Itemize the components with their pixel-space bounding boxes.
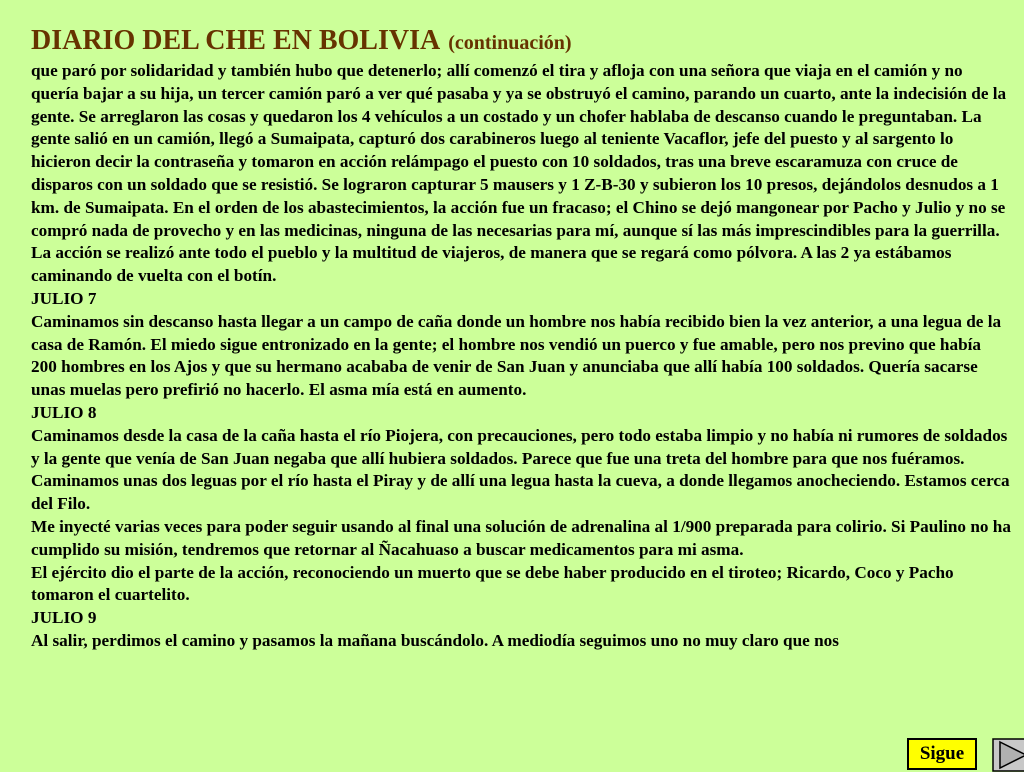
diary-paragraph: que paró por solidaridad y también hubo que detenerlo; allí comenzó el tira y afloja con una señora que viaja en el camión y no quería bajar a su hija, un tercer camión paró a ver qué pasaba y ya se obstruyó el camino, parando un cuarto, ante la indecisión de la gente. Se arreglaron las cosas y quedaron los 4 vehículos a un costado y un chofer hablaba de descanso cuando le preguntaban. La gente salió en un camión, llegó a Sumaipata, capturó dos carabineros luego al teniente Vacaflor, jefe del puesto y al sargento lo hicieron decir la contraseña y tomaron en acción relámpago el puesto con 10 soldados, tras una breve escaramuza con cruce de disparos con un soldado que se resistió. Se lograron capturar 5 mausers y 1 Z-B-30 y subieron los 10 presos, dejándolos desnudos a 1 km. de Sumaipata. En el orden de los abastecimientos, la acción fue un fracaso; el Chino se dejó mangonear por Pacho y Julio y no se compró nada de provecho y en las medicinas, ninguna de las necesarias para mí, aunque sí las más imprescindibles para la guerrilla. La acción se realizó ante todo el pueblo y la multitud de viajeros, de manera que se regará como pólvora. A las 2 ya estábamos caminando de vuelta con el botín. [31, 61, 1007, 286]
diary-date-heading: JULIO 9 [31, 608, 97, 628]
diary-paragraph: Me inyecté varias veces para poder seguir usando al final una solución de adrenalina al 1/900 preparada para colirio. Si Paulino no ha cumplido su misión, tendremos que retornar al Ñacahuaso a buscar medicamentos para mi asma. [31, 516, 1011, 559]
title-main: DIARIO DEL CHE EN BOLIVIA [31, 25, 441, 56]
title-subtitle: (continuación) [448, 32, 572, 54]
diary-paragraph: El ejército dio el parte de la acción, reconociendo un muerto que se debe haber producido en el tiroteo; Ricardo, Coco y Pacho tomaron el cuartelito. [31, 562, 954, 605]
diary-paragraph: Caminamos desde la casa de la caña hasta el río Piojera, con precauciones, pero todo estaba limpio y no había ni rumores de soldados y la gente que venía de San Juan negaba que allí hubiera soldados. Parece que fue una treta del hombre para que nos fuéramos. Caminamos unas dos leguas por el río hasta el Piray y de allí una legua hasta la cueva, a donde llegamos anocheciendo. Estamos cerca del Filo. [31, 425, 1010, 514]
diary-paragraph: Al salir, perdimos el camino y pasamos la mañana buscándolo. A mediodía seguimos uno no muy claro que nos [31, 630, 839, 650]
next-button[interactable] [907, 738, 977, 770]
forward-arrow-icon[interactable] [992, 738, 1024, 772]
diary-date-heading: JULIO 7 [31, 288, 97, 308]
page-title [31, 20, 572, 57]
diary-date-heading: JULIO 8 [31, 402, 97, 422]
diary-text [31, 60, 1011, 653]
next-button-label: Sigue [919, 743, 965, 764]
diary-paragraph: Caminamos sin descanso hasta llegar a un campo de caña donde un hombre nos había recibido bien la vez anterior, a una legua de la casa de Ramón. El miedo sigue entronizado en la gente; el hombre nos vendió un puerco y fue amable, pero nos previno que había 200 hombres en los Ajos y que su hermano acababa de venir de San Juan y anunciaba que allí había 100 soldados. Quería sacarse unas muelas pero prefirió no hacerlo. El asma mía está en aumento. [31, 311, 1002, 400]
